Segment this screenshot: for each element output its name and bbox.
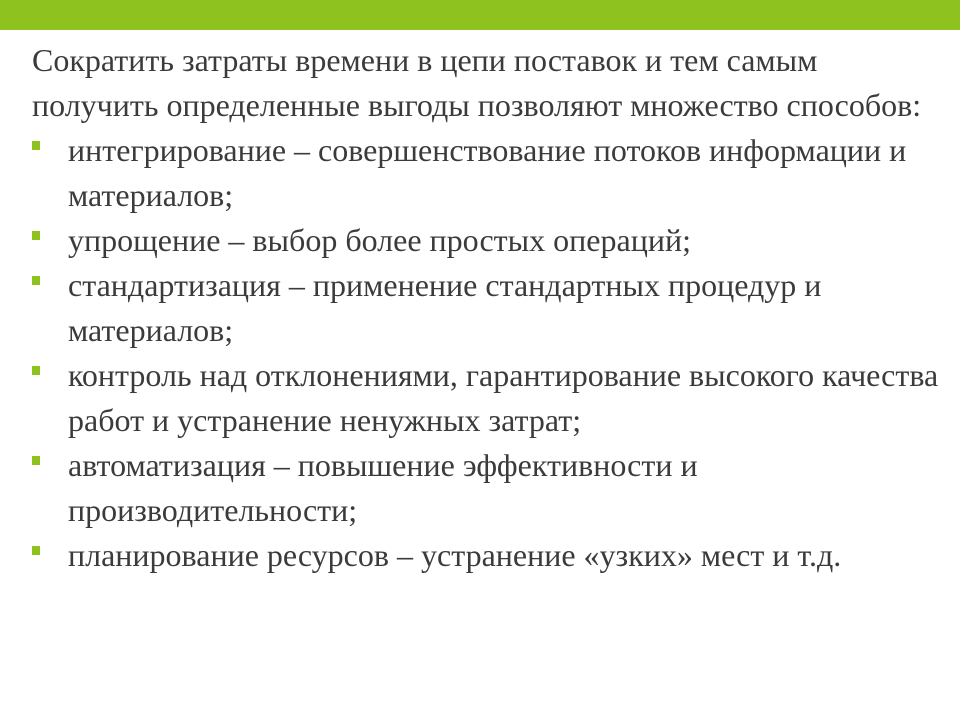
square-bullet-icon [32,276,40,285]
square-bullet-icon [32,231,40,240]
bullet-text: стандартизация – применение стандартных процедур и материалов; [68,267,822,348]
top-accent-bar [0,0,960,30]
bullet-item-standardization [32,263,947,353]
square-bullet-icon [32,546,40,555]
bullet-text: упрощение – выбор более простых операций; [68,222,691,258]
square-bullet-icon [32,456,40,465]
bullet-list [32,128,947,578]
bullet-text: автоматизация – повышение эффективности и производительности; [68,447,698,528]
bullet-text: интегрирование – совершенствование потоков информации и материалов; [68,132,907,213]
bullet-item-integration [32,128,947,218]
slide-content [32,38,947,578]
square-bullet-icon [32,141,40,150]
bullet-item-automation [32,443,947,533]
bullet-item-simplification [32,218,947,263]
bullet-text: контроль над отклонениями, гарантирование высокого качества работ и устранение ненужных затрат; [68,357,939,438]
intro-paragraph: Сократить затраты времени в цепи поставок и тем самым получить определенные выгоды позволяют множество способов: [32,42,922,123]
bullet-item-resource-planning [32,533,947,578]
bullet-text: планирование ресурсов – устранение «узких» мест и т.д. [68,537,842,573]
square-bullet-icon [32,366,40,375]
bullet-item-deviation-control [32,353,947,443]
